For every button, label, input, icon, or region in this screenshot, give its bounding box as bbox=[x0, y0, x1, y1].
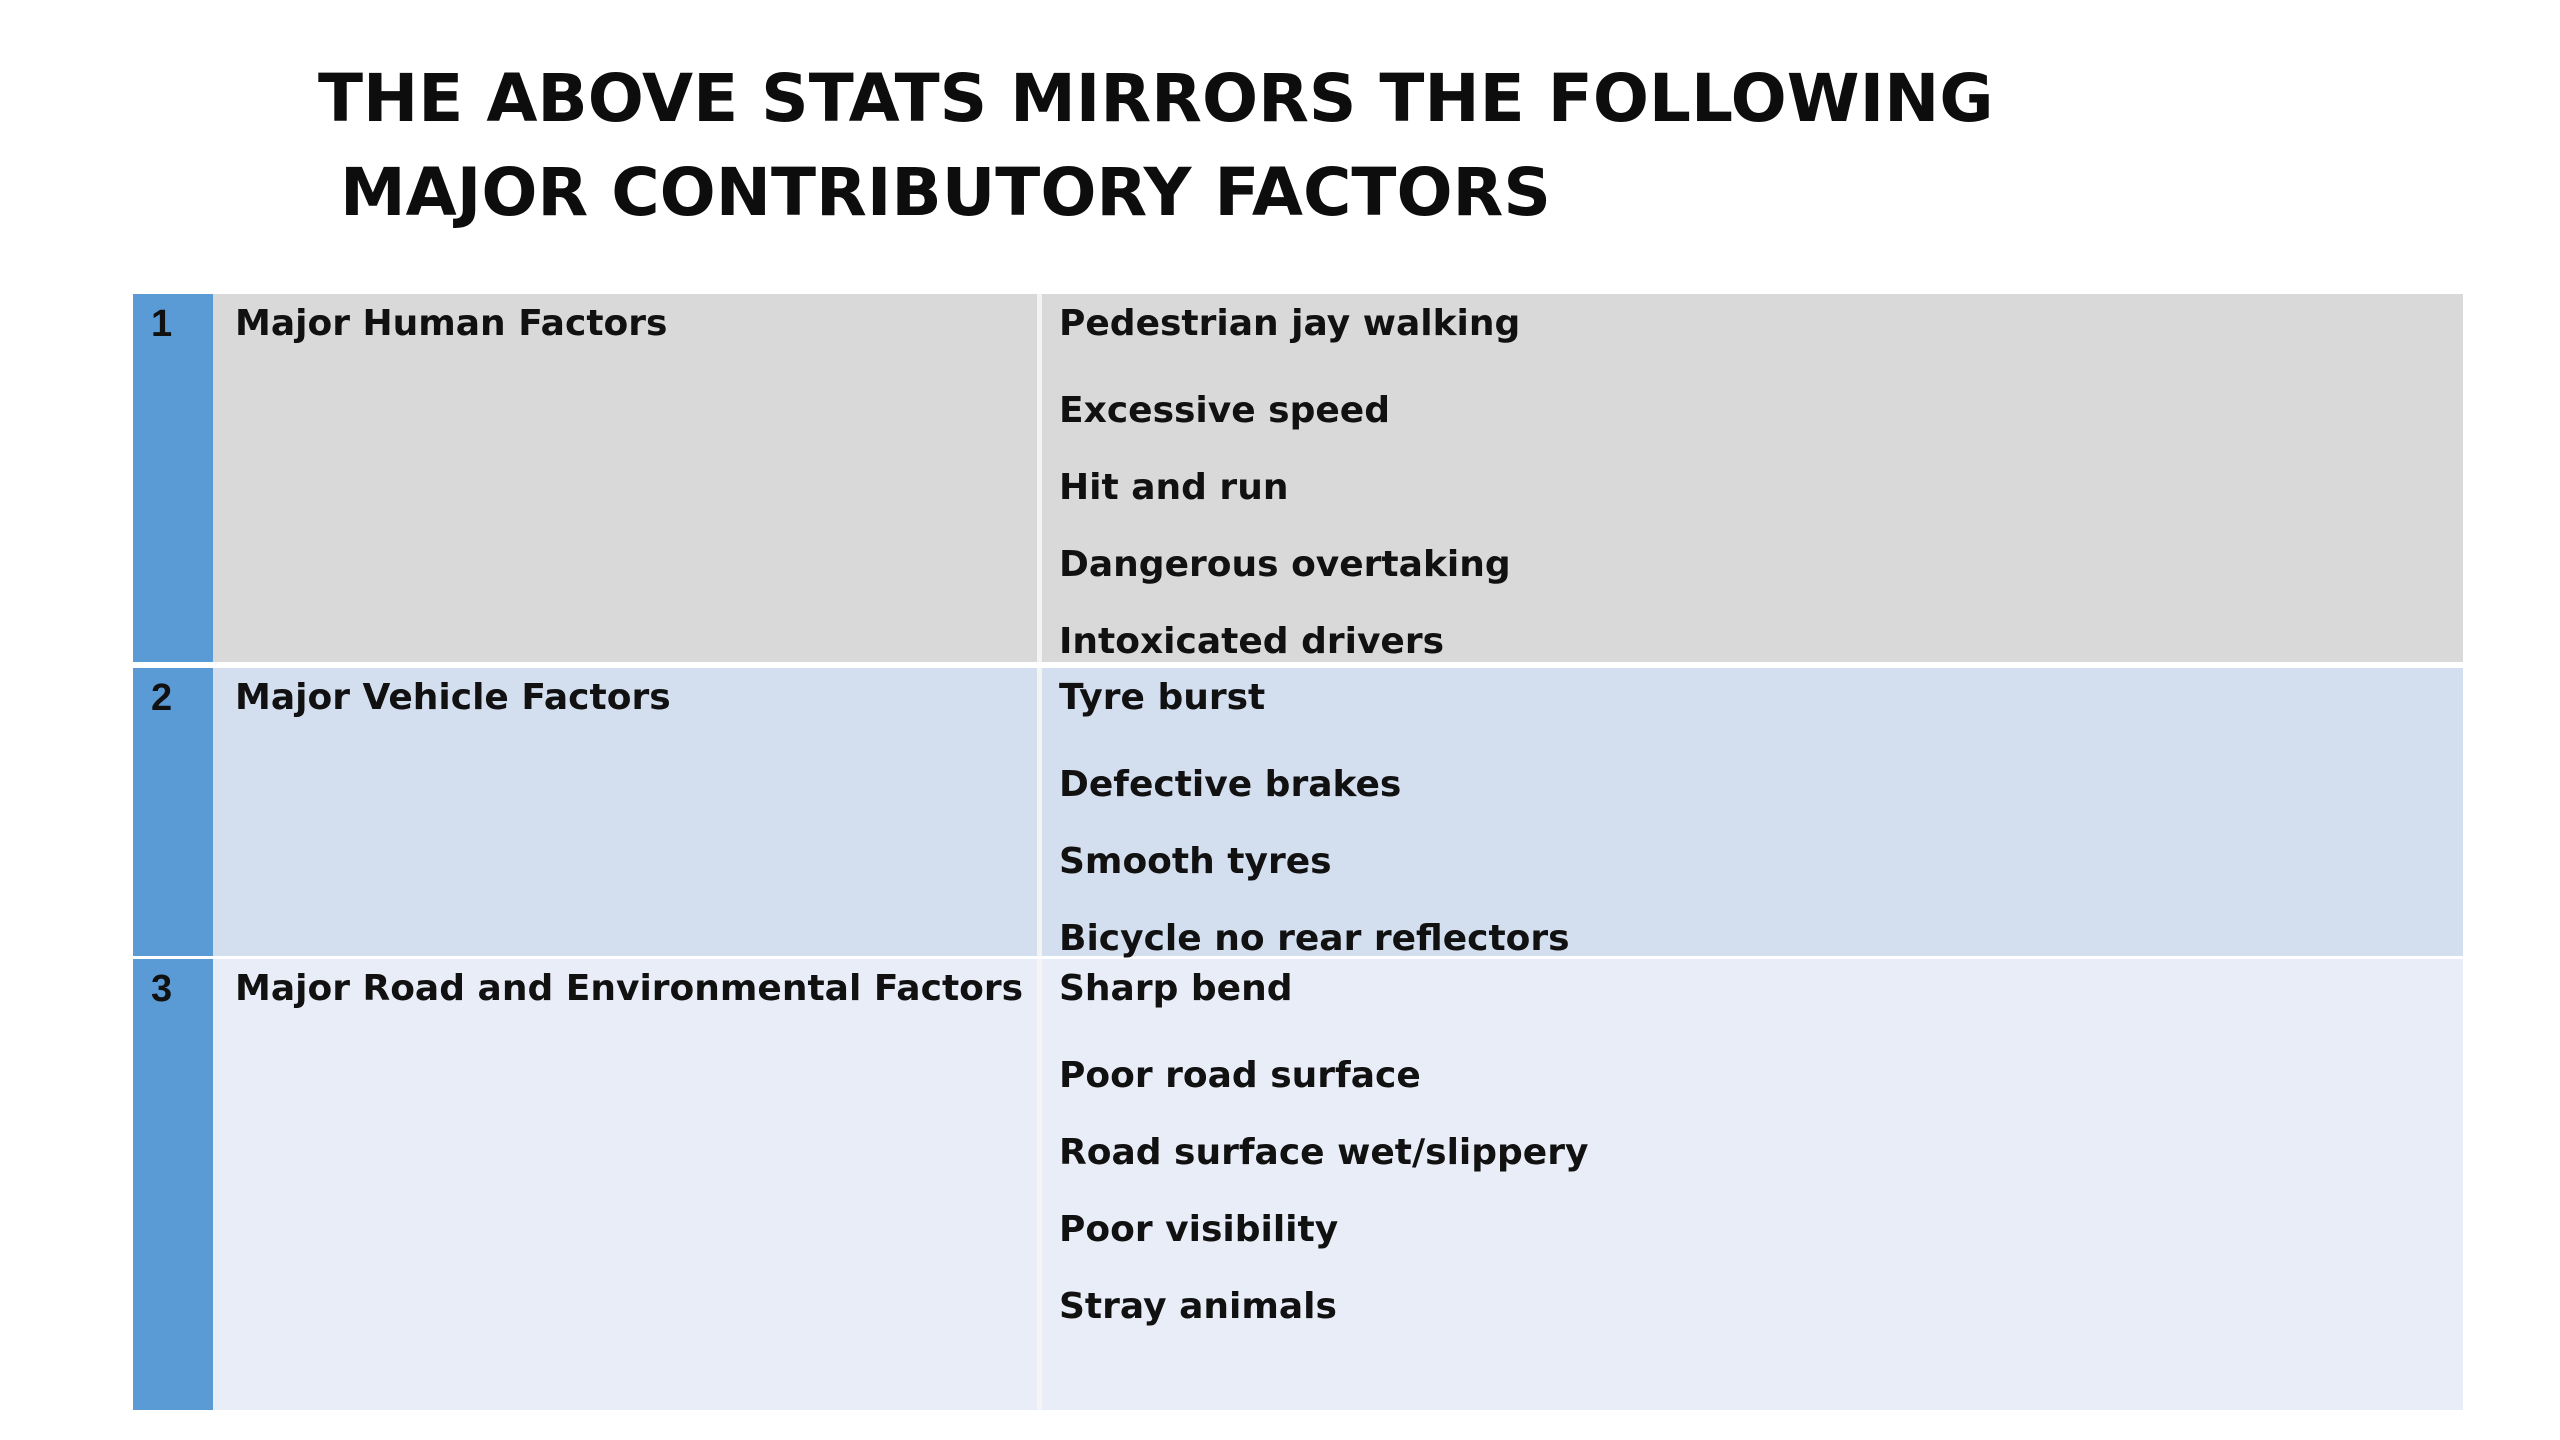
list-item: Pedestrian jay walking bbox=[1059, 303, 1521, 344]
list-item: Hit and run bbox=[1059, 467, 1289, 508]
list-item: Intoxicated drivers bbox=[1059, 621, 1445, 662]
list-item: Excessive speed bbox=[1059, 390, 1390, 431]
list-item: Dangerous overtaking bbox=[1059, 544, 1511, 585]
list-item: Poor road surface bbox=[1059, 1055, 1421, 1096]
factor-category: Major Human Factors bbox=[235, 303, 668, 344]
column-divider bbox=[1037, 668, 1042, 956]
column-divider bbox=[1037, 959, 1042, 1410]
column-divider bbox=[1037, 294, 1042, 662]
factors-table bbox=[133, 294, 2463, 1410]
list-item: Road surface wet/slippery bbox=[1059, 1132, 1589, 1173]
row-number: 2 bbox=[133, 668, 213, 956]
list-item: Sharp bend bbox=[1059, 968, 1293, 1009]
factor-items-list bbox=[1059, 961, 1588, 1345]
row-number: 3 bbox=[133, 959, 213, 1410]
table-row bbox=[133, 668, 2463, 959]
factor-category: Major Vehicle Factors bbox=[235, 677, 671, 718]
list-item: Tyre burst bbox=[1059, 677, 1266, 718]
slide-title bbox=[318, 52, 2018, 240]
title-line-1: THE ABOVE STATS MIRRORS THE FOLLOWING bbox=[318, 60, 1994, 137]
table-row bbox=[133, 959, 2463, 1410]
factor-items-list bbox=[1059, 670, 1570, 977]
factor-category: Major Road and Environmental Factors bbox=[235, 968, 1024, 1009]
list-item: Stray animals bbox=[1059, 1286, 1337, 1327]
list-item: Smooth tyres bbox=[1059, 841, 1332, 882]
factor-items-list bbox=[1059, 296, 1520, 680]
title-line-2: MAJOR CONTRIBUTORY FACTORS bbox=[340, 154, 1551, 231]
row-number: 1 bbox=[133, 294, 213, 662]
table-row bbox=[133, 294, 2463, 662]
list-item: Poor visibility bbox=[1059, 1209, 1339, 1250]
list-item: Bicycle no rear reflectors bbox=[1059, 918, 1570, 959]
list-item: Defective brakes bbox=[1059, 764, 1402, 805]
